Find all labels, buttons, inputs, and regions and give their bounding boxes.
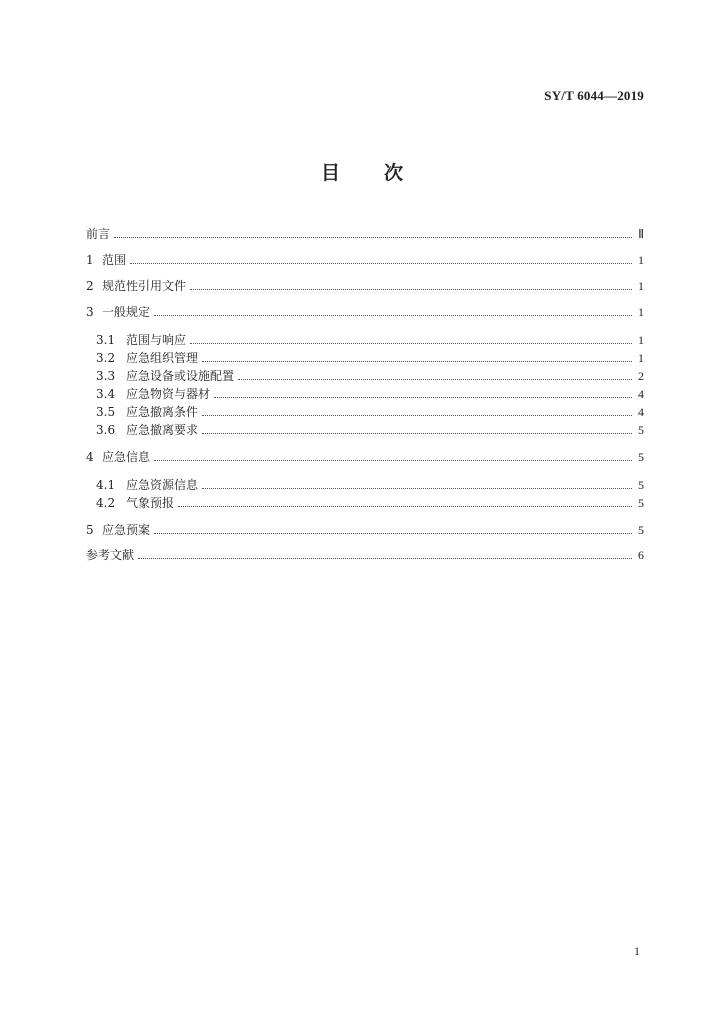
toc-entry-label: 应急组织管理 (126, 351, 199, 365)
dot-leader (130, 263, 632, 264)
toc-entry-page: 5 (638, 478, 644, 492)
toc-entry-3[interactable] (86, 304, 644, 320)
toc-entry-3-1[interactable] (96, 332, 644, 348)
toc-entry-number: 3.4 (96, 387, 116, 401)
toc-entry-page: 1 (638, 305, 644, 319)
toc-entry-label: 前言 (86, 227, 111, 241)
toc-entry-label: 应急撤离条件 (126, 405, 199, 419)
dot-leader (202, 361, 632, 362)
toc-title (0, 158, 724, 185)
toc-entry-page: Ⅱ (638, 227, 644, 241)
toc-entry-label: 范围与响应 (126, 333, 187, 347)
toc-title-char-1: 目 (320, 162, 340, 184)
toc-entry-label: 应急撤离要求 (126, 423, 199, 437)
toc-entry-page: 5 (638, 423, 644, 437)
toc-entry-number: 3.5 (96, 405, 116, 419)
dot-leader (190, 289, 632, 290)
toc-entry-label: 气象预报 (126, 496, 175, 510)
toc-entry-label: 一般规定 (102, 305, 151, 319)
toc-entry-page: 1 (638, 351, 644, 365)
toc-entry-page: 1 (638, 279, 644, 293)
toc-entry-number: 3.2 (96, 351, 116, 365)
dot-leader (178, 506, 632, 507)
dot-leader (214, 397, 632, 398)
toc-entry-page: 4 (638, 387, 644, 401)
toc-entry-number: 3.6 (96, 423, 116, 437)
dot-leader (202, 488, 632, 489)
toc-entry-label: 应急预案 (102, 523, 151, 537)
toc-entry-4-1[interactable] (96, 477, 644, 493)
dot-leader (138, 558, 632, 559)
toc-entry-2[interactable] (86, 278, 644, 294)
toc-entry-page: 1 (638, 253, 644, 267)
dot-leader (114, 237, 632, 238)
toc-entry-number: 3.1 (96, 333, 116, 347)
toc-entry-1[interactable] (86, 252, 644, 268)
toc-entry-3-5[interactable] (96, 404, 644, 420)
toc-entry-number: 4.2 (96, 496, 116, 510)
toc-entry-4-2[interactable] (96, 495, 644, 511)
toc-entry-page: 6 (638, 548, 644, 562)
dot-leader (154, 533, 632, 534)
dot-leader (154, 315, 632, 316)
dot-leader (190, 343, 632, 344)
toc-entry-label: 参考文献 (86, 548, 135, 562)
toc-entry-label: 应急物资与器材 (126, 387, 211, 401)
toc-entry-number: 1 (86, 253, 94, 267)
dot-leader (202, 415, 632, 416)
toc-entry-number: 5 (86, 523, 94, 537)
toc-entry-page: 2 (638, 369, 644, 383)
toc-entry-preface[interactable] (86, 226, 644, 242)
standard-code: SY/T 6044—2019 (544, 88, 644, 103)
toc-entry-page: 5 (638, 523, 644, 537)
toc-entry-page: 5 (638, 450, 644, 464)
page-number: 1 (634, 944, 640, 958)
toc-entry-page: 1 (638, 333, 644, 347)
dot-leader (238, 379, 632, 380)
toc-entry-3-3[interactable] (96, 368, 644, 384)
dot-leader (202, 433, 632, 434)
toc-entry-page: 5 (638, 496, 644, 510)
toc-entry-number: 3.3 (96, 369, 116, 383)
dot-leader (154, 460, 632, 461)
toc-entry-4[interactable] (86, 449, 644, 465)
toc-entry-number: 4 (86, 450, 94, 464)
toc-entry-3-4[interactable] (96, 386, 644, 402)
toc-entry-label: 应急设备或设施配置 (126, 369, 235, 383)
toc-entry-number: 2 (86, 279, 94, 293)
toc-entry-label: 范围 (102, 253, 127, 267)
toc-title-char-2: 次 (384, 162, 404, 184)
toc-entry-3-6[interactable] (96, 422, 644, 438)
toc-entry-number: 3 (86, 305, 94, 319)
toc-entry-page: 4 (638, 405, 644, 419)
toc-entry-references[interactable] (86, 547, 644, 563)
toc-entry-label: 应急信息 (102, 450, 151, 464)
toc-entry-number: 4.1 (96, 478, 116, 492)
toc-entry-label: 规范性引用文件 (102, 279, 187, 293)
toc-entry-5[interactable] (86, 522, 644, 538)
toc-entry-label: 应急资源信息 (126, 478, 199, 492)
toc-entry-3-2[interactable] (96, 350, 644, 366)
